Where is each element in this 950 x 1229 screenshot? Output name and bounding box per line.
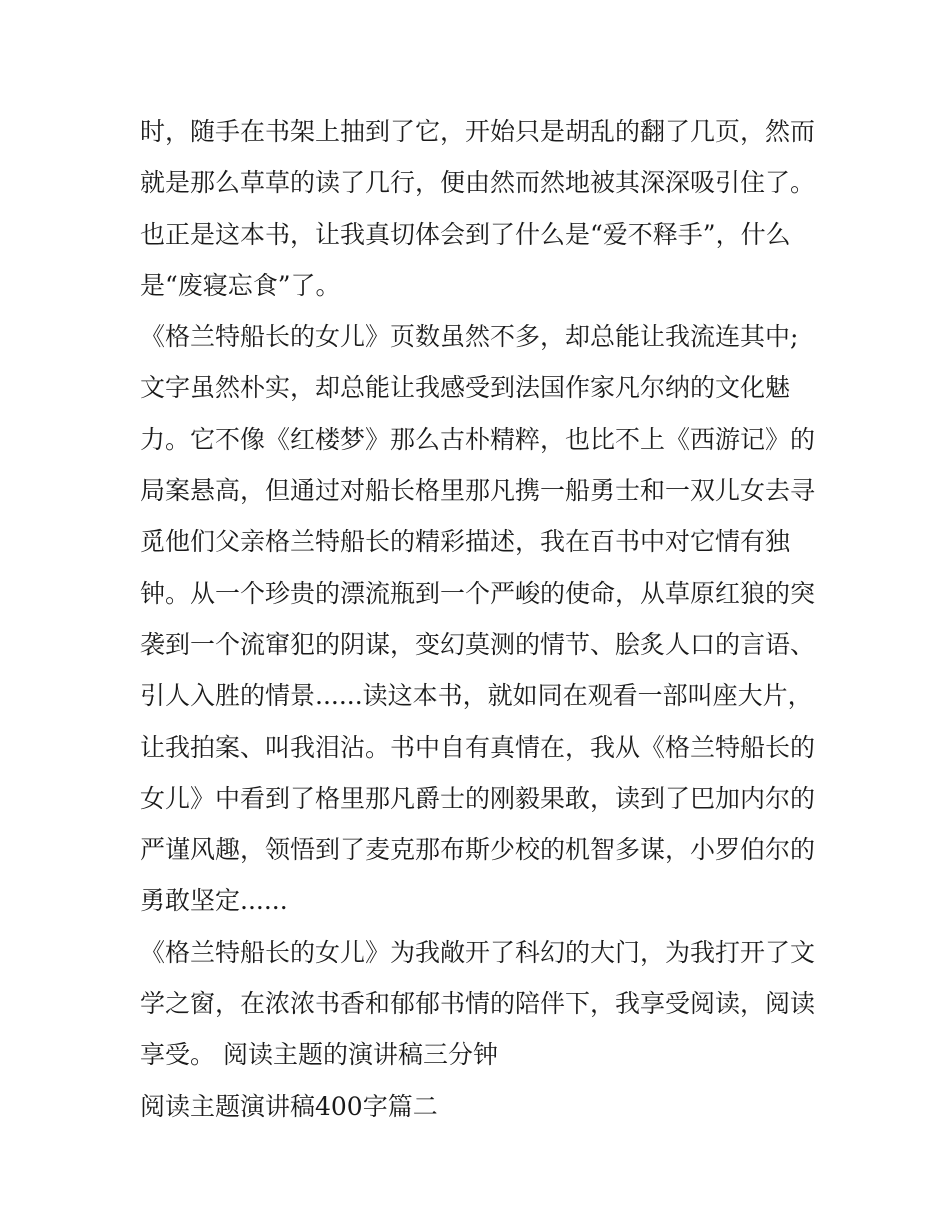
text-line: 学之窗，在浓浓书香和郁郁书情的陪伴下，我享受阅读，阅读 bbox=[140, 989, 816, 1019]
text-line: 就是那么草草的读了几行，便由然而然地被其深深吸引住了。 bbox=[140, 168, 816, 198]
text-line: 文字虽然朴实，却总能让我感受到法国作家凡尔纳的文化魅 bbox=[140, 373, 791, 403]
body-text bbox=[140, 106, 830, 1132]
text-line: 严谨风趣，领悟到了麦克那布斯少校的机智多谋，小罗伯尔的 bbox=[140, 835, 816, 865]
text-line: 引人入胜的情景......读这本书，就如同在观看一部叫座大片， bbox=[140, 681, 813, 711]
text-line: 勇敢坚定...... bbox=[140, 886, 288, 916]
text-line: 让我拍案、叫我泪沾。书中自有真情在，我从《格兰特船长的 bbox=[140, 732, 816, 762]
text-line: 也正是这本书，让我真切体会到了什么是“爱不释手”，什么 bbox=[140, 219, 791, 249]
text-line: 袭到一个流窜犯的阴谋，变幻莫测的情节、脍炙人口的言语、 bbox=[140, 629, 816, 659]
text-line: 女儿》中看到了格里那凡爵士的刚毅果敢，读到了巴加内尔的 bbox=[140, 783, 816, 813]
text-line: 力。它不像《红楼梦》那么古朴精粹，也比不上《西游记》的 bbox=[140, 424, 816, 454]
text-line: 《格兰特船长的女儿》为我敞开了科幻的大门，为我打开了文 bbox=[140, 937, 816, 967]
text-line: 时，随手在书架上抽到了它，开始只是胡乱的翻了几页，然而 bbox=[140, 117, 816, 146]
text-line: 局案悬高，但通过对船长格里那凡携一船勇士和一双儿女去寻 bbox=[140, 476, 816, 506]
text-line: 觅他们父亲格兰特船长的精彩描述，我在百书中对它情有独 bbox=[140, 527, 791, 557]
text-line: 享受。 阅读主题的演讲稿三分钟 bbox=[140, 1040, 498, 1070]
text-line: 是“废寝忘食”了。 bbox=[140, 270, 341, 300]
text-line: 钟。从一个珍贵的漂流瓶到一个严峻的使命，从草原红狼的突 bbox=[140, 578, 816, 608]
text-line: 《格兰特船长的女儿》页数虽然不多，却总能让我流连其中; bbox=[140, 322, 799, 352]
section-heading: 阅读主题演讲稿400字篇二 bbox=[140, 1091, 438, 1121]
